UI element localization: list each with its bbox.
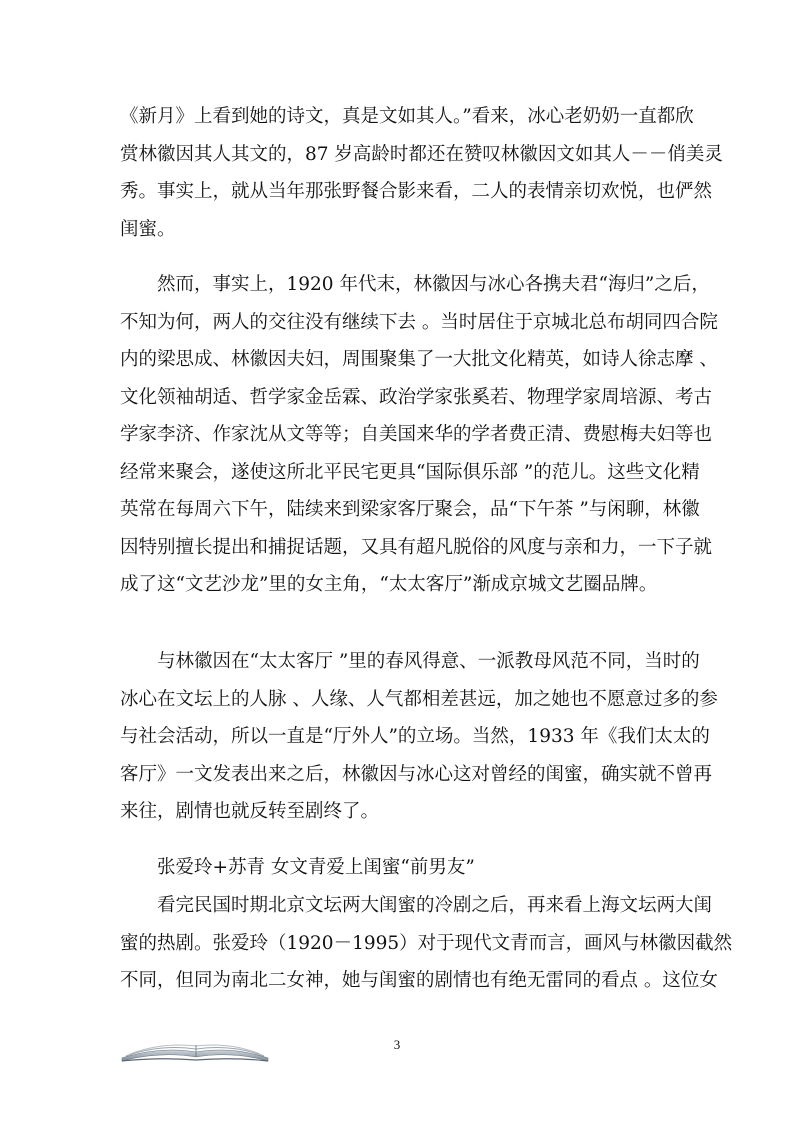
paragraph-line: 因特别擅长提出和捕捉话题，又具有超凡脱俗的风度与亲和力，一下子就 bbox=[120, 536, 713, 558]
paragraph-line: 内的梁思成、林徽因夫妇，周围聚集了一大批文化精英，如诗人徐志摩 、 bbox=[120, 349, 718, 370]
section-heading-text: 张爱玲+苏青 女文青爱上闺蜜“前男友” bbox=[157, 857, 475, 878]
paragraph-line: 然而，事实上，1920 年代末，林徽因与冰心各携夫君“海归”之后， bbox=[157, 274, 710, 295]
paragraph-line: 冰心在文坛上的人脉 、人缘、人气都相差甚远，加之她也不愿意过多的参 bbox=[120, 688, 718, 710]
paragraph-line: 学家李济、作家沈从文等等；自美国来华的学者费正清、费慰梅夫妇等也 bbox=[120, 424, 713, 445]
paragraph-5 bbox=[120, 887, 733, 1000]
paragraph-line: 与林徽因在“太太客厅 ”里的春风得意、一派教母风范不同，当时的 bbox=[157, 651, 700, 672]
paragraph-2 bbox=[120, 266, 718, 604]
paragraph-line: 客厅》一文发表出来之后，林徽因与冰心这对曾经的闺蜜，确实就不曾再 bbox=[120, 763, 713, 785]
paragraph-line: 看完民国时期北京文坛两大闺蜜的冷剧之后，再来看上海文坛两大闺 bbox=[157, 895, 713, 916]
paragraph-line: 《新月》上看到她的诗文，真是文如其人。”看来，冰心老奶奶一直都欣 bbox=[120, 106, 694, 127]
paragraph-line: 成了这“文艺沙龙”里的女主角，“太太客厅”渐成京城文艺圈品牌。 bbox=[120, 574, 658, 595]
paragraph-line: 不知为何，两人的交往没有继续下去 。当时居住于京城北总布胡同四合院 bbox=[120, 311, 718, 333]
paragraph-line: 来往，剧情也就反转至剧终了。 bbox=[120, 801, 380, 822]
paragraph-line: 文化领袖胡适、哲学家金岳霖、政治学家张奚若、物理学家周培源、考古 bbox=[120, 386, 713, 408]
paragraph-line: 英常在每周六下午，陆续来到梁家客厅聚会，品“下午茶 ”与闲聊，林徽 bbox=[120, 499, 700, 520]
paragraph-line: 闺蜜。 bbox=[120, 218, 176, 240]
paragraph-1 bbox=[120, 98, 723, 248]
page-number: 3 bbox=[393, 1037, 401, 1052]
paragraph-line: 赏林徽因其人其文的，87 岁高龄时都还在赞叹林徽因文如其人－－俏美灵 bbox=[120, 143, 723, 165]
paragraph-line: 蜜的热剧。张爱玲（1920－1995）对于现代文青而言，画风与林徽因截然 bbox=[120, 932, 733, 954]
section-heading bbox=[120, 849, 675, 887]
paragraph-line: 与社会活动，所以一直是“厅外人”的立场。当然，1933 年《我们太太的 bbox=[120, 726, 710, 747]
paragraph-line: 秀。事实上，就从当年那张野餐合影来看，二人的表情亲切欢悦，也俨然 bbox=[120, 181, 713, 202]
paragraph-line: 不同，但同为南北二女神，她与闺蜜的剧情也有绝无雷同的看点 。这位女 bbox=[120, 970, 718, 991]
paragraph-3 bbox=[120, 643, 718, 831]
paragraph-line: 经常来聚会，遂使这所北平民宅更具“国际俱乐部 ”的范儿。这些文化精 bbox=[120, 461, 700, 483]
